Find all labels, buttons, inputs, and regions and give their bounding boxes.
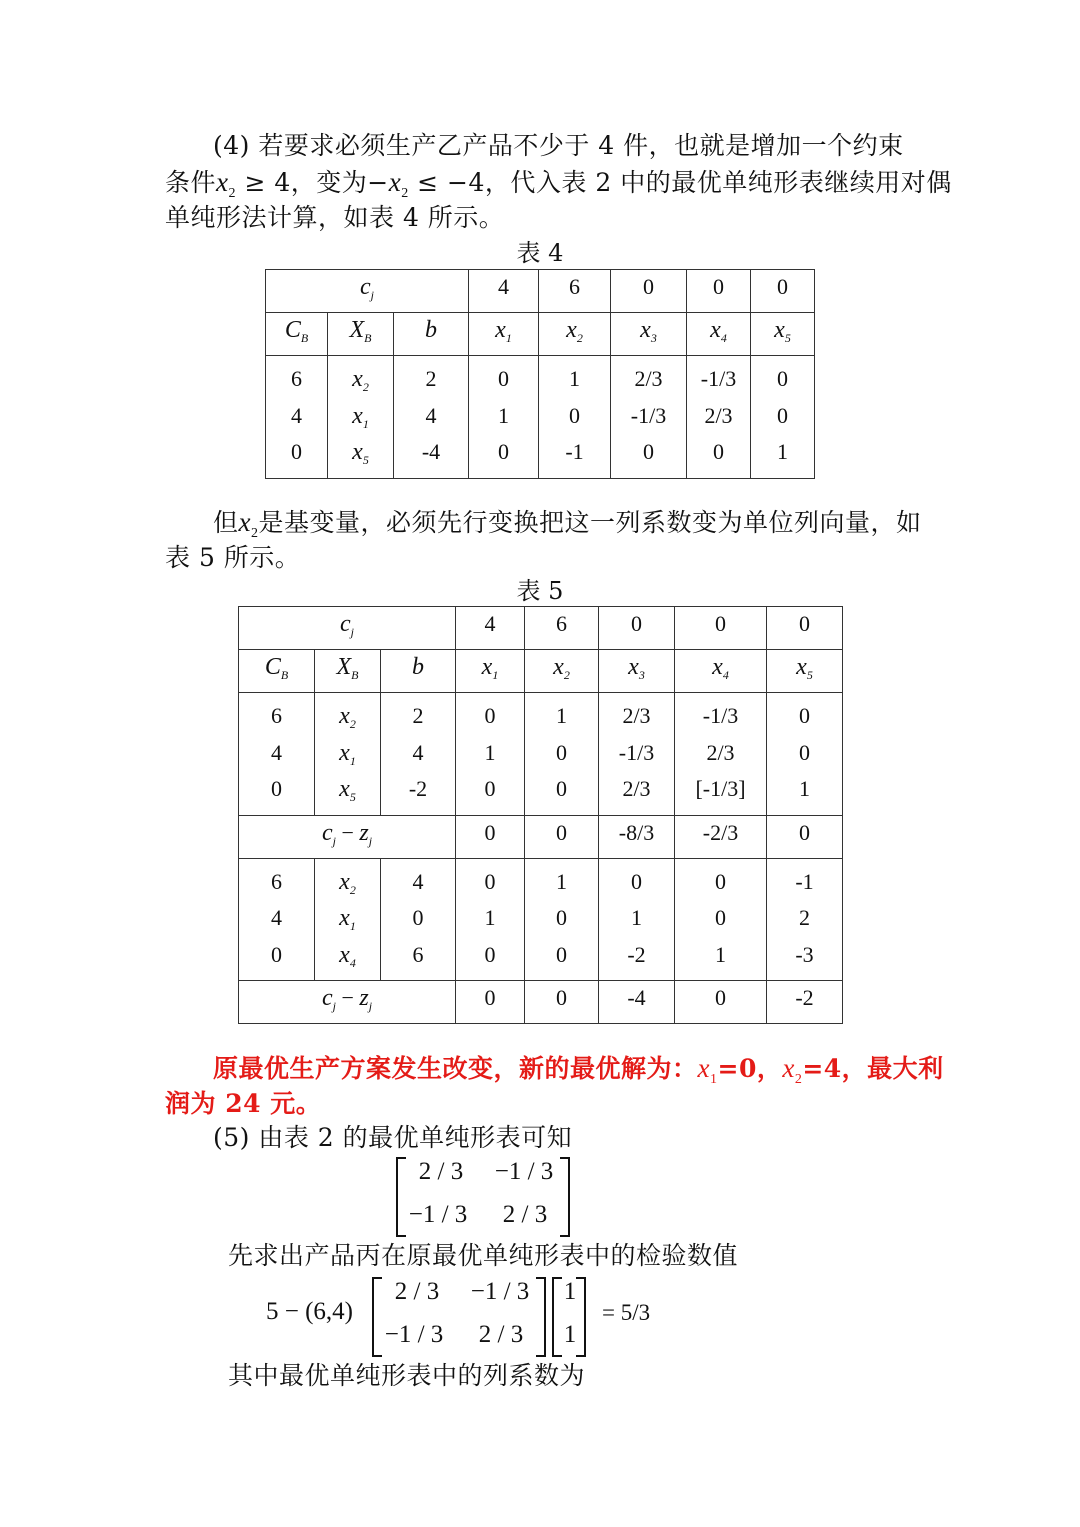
table-cell: $x_2$ <box>339 703 356 731</box>
table-cell: 1 <box>799 776 810 801</box>
vector-cell: 1 <box>563 1278 577 1305</box>
table5-b1-col-x1 <box>456 693 525 816</box>
matrix-cell: −1 / 3 <box>408 1201 468 1228</box>
table-cell: 1 <box>556 868 567 894</box>
table-cell: 1 <box>484 739 496 765</box>
table4-col-x3 <box>611 356 687 479</box>
table5-cz-value: 0 <box>525 981 599 1024</box>
table-cell: 0 <box>498 366 509 391</box>
table-cell: 0 <box>412 905 424 930</box>
table5-cz-value: 0 <box>456 981 525 1024</box>
table5-b1-col-x5 <box>767 693 843 816</box>
matrix-cell: −1 / 3 <box>384 1321 444 1348</box>
table-cell: 4 <box>271 905 282 930</box>
table4-cj-value: 6 <box>539 270 611 313</box>
table-cell: 0 <box>556 905 567 930</box>
table-cell: 2/3 <box>622 776 651 801</box>
table-cell: -1/3 <box>700 366 737 391</box>
table4-col-x2 <box>539 356 611 479</box>
table-cell: 0 <box>713 439 724 464</box>
table-cell: 0 <box>643 439 654 464</box>
table-cell: 0 <box>498 439 509 464</box>
table5-b2-col-x5 <box>767 858 843 981</box>
table5-b2-col-x4 <box>675 858 767 981</box>
table5-b1-col-x4 <box>675 693 767 816</box>
matrix-cell: 2 / 3 <box>478 1321 524 1348</box>
table-cell: 0 <box>556 739 567 765</box>
expr-result: = 5/3 <box>602 1300 651 1325</box>
table4-header-x3: $x_3$ <box>611 313 687 356</box>
matrix-cell: 2 / 3 <box>418 1158 464 1185</box>
table-cell: 2 <box>799 905 810 930</box>
table4-col-x4 <box>687 356 751 479</box>
table4-header-xb: $X_B$ <box>328 313 394 356</box>
table5-cj-value: 4 <box>456 607 525 650</box>
between-line2: 表 5 所示。 <box>165 543 301 572</box>
table-cell: 0 <box>484 941 496 967</box>
table5-b1-col-x2 <box>525 693 599 816</box>
table5-b1-col-x3 <box>599 693 675 816</box>
table4-caption: 表 4 <box>516 239 564 267</box>
table-cell: 0 <box>484 776 496 801</box>
table4-col-x1 <box>469 356 539 479</box>
table-cell: 0 <box>291 439 302 464</box>
conclusion-line2: 润为 24 元。 <box>165 1089 322 1118</box>
table-cell: $x_5$ <box>339 776 356 804</box>
table4-cj-row <box>266 270 815 313</box>
table4-header-b: b <box>394 313 469 356</box>
table4-col-cb <box>266 356 328 479</box>
matrix-cell: 2 / 3 <box>394 1278 440 1305</box>
table-cell: 1 <box>484 905 496 930</box>
table-cell: 0 <box>777 366 788 391</box>
table-cell: 4 <box>291 402 302 428</box>
table-cell: -2 <box>627 941 646 967</box>
table5-b1-col-xb <box>315 693 381 816</box>
table-cell: $x_5$ <box>352 439 369 467</box>
table4-header-x2: $x_2$ <box>539 313 611 356</box>
table-cell: 6 <box>291 366 302 391</box>
table-cell: 1 <box>715 941 726 967</box>
table-cell: 1 <box>556 703 567 728</box>
table-cell: 2/3 <box>622 703 651 728</box>
table5-cz-value: 0 <box>456 815 525 858</box>
table5-cj-value: 0 <box>599 607 675 650</box>
table5-header-x5: $x_5$ <box>767 650 843 693</box>
table5-b1-col-cb <box>239 693 315 816</box>
table-cell: 0 <box>569 402 580 428</box>
between-line1: 但$x_2$是基变量，必须先行变换把这一列系数变为单位列向量，如 <box>213 507 922 541</box>
table5 <box>238 606 843 1024</box>
table-cell: [-1/3] <box>695 776 746 801</box>
table-cell: 1 <box>498 402 509 428</box>
table-cell: 0 <box>715 905 726 930</box>
table5-cz-value: 0 <box>767 815 843 858</box>
table5-cj-value: 6 <box>525 607 599 650</box>
table-cell: 0 <box>556 941 567 967</box>
table5-cz-label: $c_j - z_j$ <box>239 981 456 1024</box>
table-cell: 2/3 <box>634 366 663 391</box>
matrix-cell: −1 / 3 <box>494 1158 554 1185</box>
table-cell: $x_4$ <box>339 941 356 970</box>
table-cell: 0 <box>799 703 810 728</box>
table-cell: -3 <box>795 941 814 967</box>
table4 <box>265 269 815 479</box>
table5-cj-row <box>239 607 843 650</box>
table-cell: -1 <box>565 439 584 464</box>
para5-line1: (5) 由表 2 的最优单纯形表可知 <box>213 1123 573 1152</box>
table4-header-x4: $x_4$ <box>687 313 751 356</box>
table5-header-x4: $x_4$ <box>675 650 767 693</box>
table5-b2-col-x2 <box>525 858 599 981</box>
table4-header-cb: $C_B$ <box>266 313 328 356</box>
table4-cj-value: 4 <box>469 270 539 313</box>
table-cell: 6 <box>412 941 424 967</box>
table5-cz-value: -2/3 <box>675 815 767 858</box>
table5-header-cb: $C_B$ <box>239 650 315 693</box>
table5-cj-value: 0 <box>675 607 767 650</box>
table5-b2-col-xb <box>315 858 381 981</box>
table5-b2-col-b <box>381 858 456 981</box>
table5-header-b: b <box>381 650 456 693</box>
table-cell: 0 <box>556 776 567 801</box>
table5-cz-value: -8/3 <box>599 815 675 858</box>
table5-block1 <box>239 693 843 816</box>
table-cell: $x_1$ <box>339 739 356 768</box>
table5-cz-row-1 <box>239 815 843 858</box>
table4-body <box>266 356 815 479</box>
table4-col-x5 <box>751 356 815 479</box>
table-cell: $x_2$ <box>352 366 369 394</box>
para4-line1: (4) 若要求必须生产乙产品不少于 4 件，也就是增加一个约束 <box>213 131 904 160</box>
matrix-cell: 2 / 3 <box>502 1201 548 1228</box>
table-cell: $x_1$ <box>352 402 369 431</box>
table5-cz-value: 0 <box>675 981 767 1024</box>
table-cell: 0 <box>484 703 496 728</box>
para4-line2: 条件$x_2 \ge 4$，变为$-x_2 \le -4$，代入表 2 中的最优单纯形表继续用对偶 <box>165 167 952 201</box>
table-cell: 0 <box>271 941 282 967</box>
table4-cj-value: 0 <box>611 270 687 313</box>
conclusion-line1: 原最优生产方案发生改变，新的最优解为：$x_1=0$，$x_2=4$，最大利 <box>213 1053 944 1087</box>
table5-cz-value: -2 <box>767 981 843 1024</box>
table-cell: -2 <box>408 776 428 801</box>
table-cell: -1/3 <box>618 739 655 765</box>
table-cell: 6 <box>271 703 282 728</box>
table5-header-x1: $x_1$ <box>456 650 525 693</box>
table-cell: 6 <box>271 868 282 894</box>
table-cell: -4 <box>421 439 441 464</box>
table4-cj-value: 0 <box>687 270 751 313</box>
table5-b1-col-b <box>381 693 456 816</box>
table5-caption: 表 5 <box>516 577 564 605</box>
table5-header-x2: $x_2$ <box>525 650 599 693</box>
table5-cz-label: $c_j - z_j$ <box>239 815 456 858</box>
table-cell: 4 <box>412 868 424 894</box>
expr-prefix: 5 − (6,4) <box>266 1298 353 1325</box>
table-cell: -1 <box>795 868 814 894</box>
table-cell: 0 <box>799 739 810 765</box>
table-cell: 2/3 <box>704 402 733 428</box>
para5-line3: 其中最优单纯形表中的列系数为 <box>228 1361 586 1390</box>
table-cell: 0 <box>777 402 788 428</box>
table5-header-row <box>239 650 843 693</box>
table4-cj-label: $c_j$ <box>266 270 469 313</box>
table-cell: 0 <box>631 868 642 894</box>
para5-line2: 先求出产品丙在原最优单纯形表中的检验数值 <box>228 1241 739 1270</box>
table-cell: 2 <box>412 703 424 728</box>
table5-cz-row-2 <box>239 981 843 1024</box>
table-cell: 2/3 <box>706 739 735 765</box>
table-cell: 1 <box>569 366 580 391</box>
table5-cj-value: 0 <box>767 607 843 650</box>
para4-line3: 单纯形法计算，如表 4 所示。 <box>165 203 505 232</box>
table-cell: 0 <box>715 868 726 894</box>
table5-cz-value: -4 <box>599 981 675 1024</box>
matrix-cell: −1 / 3 <box>470 1278 530 1305</box>
table5-b2-col-x1 <box>456 858 525 981</box>
table4-header-x1: $x_1$ <box>469 313 539 356</box>
table-cell: 0 <box>484 868 496 894</box>
vector-cell: 1 <box>563 1321 577 1348</box>
table5-b2-col-x3 <box>599 858 675 981</box>
table4-cj-value: 0 <box>751 270 815 313</box>
table5-header-x3: $x_3$ <box>599 650 675 693</box>
table-cell: 4 <box>271 739 282 765</box>
table-cell: 2 <box>425 366 437 391</box>
table-cell: 0 <box>271 776 282 801</box>
table5-header-xb: $X_B$ <box>315 650 381 693</box>
table-cell: 4 <box>412 739 424 765</box>
table-cell: 1 <box>777 439 788 464</box>
table5-cj-label: $c_j$ <box>239 607 456 650</box>
table4-header-x5: $x_5$ <box>751 313 815 356</box>
table4-col-xb <box>328 356 394 479</box>
table-cell: 1 <box>631 905 642 930</box>
table-cell: $x_1$ <box>339 905 356 933</box>
table4-header-row <box>266 313 815 356</box>
table-cell: -1/3 <box>630 402 667 428</box>
table-cell: $x_2$ <box>339 868 356 897</box>
table-cell: 4 <box>425 402 437 428</box>
table5-cz-value: 0 <box>525 815 599 858</box>
table5-b2-col-cb <box>239 858 315 981</box>
table4-col-b <box>394 356 469 479</box>
table-cell: -1/3 <box>702 703 739 728</box>
table5-block2 <box>239 858 843 981</box>
